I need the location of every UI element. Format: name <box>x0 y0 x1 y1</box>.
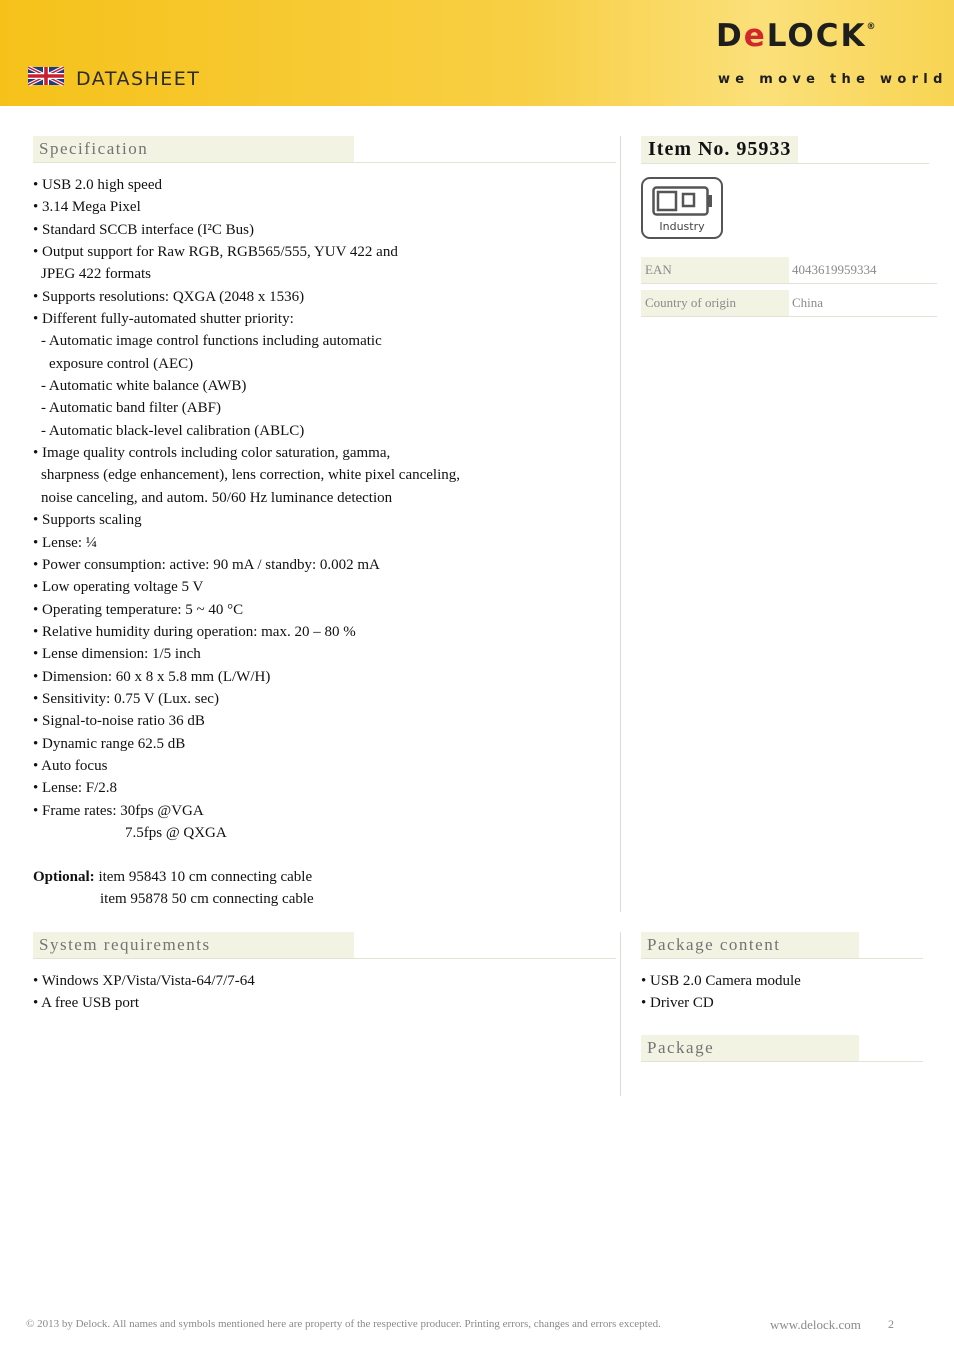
spec-item: 7.5fps @ QXGA <box>125 824 227 841</box>
logo-part3: LOCK <box>766 18 867 54</box>
spec-item: • Standard SCCB interface (I²C Bus) <box>33 221 254 238</box>
spec-item: • Frame rates: 30fps @VGA <box>33 802 204 819</box>
industry-card-icon <box>652 186 714 218</box>
spec-subitem: - Automatic band filter (ABF) <box>41 400 221 417</box>
column-divider-lower <box>620 932 621 1096</box>
spec-item: • Supports resolutions: QXGA (2048 x 1536) <box>33 288 305 305</box>
spec-item: sharpness (edge enhancement), lens correction, white pixel canceling, <box>41 467 460 484</box>
header-banner <box>0 0 954 106</box>
footer-copyright: © 2013 by Delock. All names and symbols mentioned here are property of the respective producer. Printing errors, changes and errors excepted. <box>26 1318 661 1330</box>
spec-item: • USB 2.0 high speed <box>33 177 163 193</box>
package-content-item: • USB 2.0 Camera module <box>641 973 801 989</box>
delock-logo <box>716 18 876 54</box>
spec-subitem: - Automatic image control functions including automatic <box>41 333 382 350</box>
footer-url[interactable]: www.delock.com <box>770 1317 861 1332</box>
system-requirements-heading-text: System requirements <box>33 932 354 958</box>
optional-label: Optional: <box>33 869 95 885</box>
logo-swoosh: e <box>743 18 767 54</box>
spec-item: noise canceling, and autom. 50/60 Hz luminance detection <box>41 489 393 506</box>
spec-item: • Auto focus <box>33 757 108 774</box>
spec-item: • Lense dimension: 1/5 inch <box>33 646 201 663</box>
uk-flag-icon <box>28 66 64 86</box>
page-number: 2 <box>888 1317 894 1331</box>
spec-subitem: - Automatic white balance (AWB) <box>41 378 247 395</box>
spec-item: • Dimension: 60 x 8 x 5.8 mm (L/W/H) <box>33 668 271 685</box>
package-content-item: • Driver CD <box>641 995 714 1012</box>
item-number: Item No. 95933 <box>641 136 798 163</box>
logo-tagline: we move the world <box>718 72 948 87</box>
spec-item: • Lense: ¼ <box>33 534 97 551</box>
origin-value: China <box>792 295 824 310</box>
system-requirements-heading <box>33 932 616 959</box>
spec-item: • Low operating voltage 5 V <box>33 579 204 596</box>
origin-row <box>641 290 937 317</box>
logo-part1: D <box>716 18 744 54</box>
industry-badge-label: Industry <box>659 220 705 233</box>
spec-item: • Power consumption: active: 90 mA / standby: 0.002 mA <box>33 556 380 573</box>
optional-accessories <box>33 866 314 911</box>
spec-item: • Dynamic range 62.5 dB <box>33 735 186 752</box>
system-requirements-list <box>33 970 255 1015</box>
spec-item: • Signal-to-noise ratio 36 dB <box>33 713 205 730</box>
datasheet-title: DATASHEET <box>76 68 201 90</box>
specification-heading <box>33 136 616 163</box>
spec-item: • 3.14 Mega Pixel <box>33 199 141 216</box>
package-content-list <box>641 970 801 1015</box>
spec-subitem: - Automatic black-level calibration (ABLC) <box>41 422 305 439</box>
spec-item: • Sensitivity: 0.75 V (Lux. sec) <box>33 690 219 707</box>
package-content-heading-text: Package content <box>641 932 859 958</box>
spec-item: JPEG 422 formats <box>41 266 151 283</box>
logo-registered: ® <box>866 22 876 32</box>
requirement-item: • Windows XP/Vista/Vista-64/7/7-64 <box>33 973 255 989</box>
column-divider <box>620 136 621 912</box>
ean-value: 4043619959334 <box>792 262 877 277</box>
optional-line-1: item 95843 10 cm connecting cable <box>94 869 313 885</box>
spec-subitem: exposure control (AEC) <box>49 355 194 372</box>
optional-line-2: item 95878 50 cm connecting cable <box>100 891 314 908</box>
ean-row <box>641 257 937 284</box>
spec-item: • Image quality controls including color saturation, gamma, <box>33 445 391 462</box>
specification-heading-text: Specification <box>33 136 354 162</box>
spec-item: • Output support for Raw RGB, RGB565/555, YUV 422 and <box>33 244 398 261</box>
spec-item: • Supports scaling <box>33 512 142 529</box>
package-content-heading <box>641 932 923 959</box>
package-heading <box>641 1035 923 1062</box>
spec-item: • Relative humidity during operation: max. 20 – 80 % <box>33 623 356 640</box>
industry-badge <box>641 177 723 239</box>
spec-item: • Operating temperature: 5 ~ 40 °C <box>33 601 244 618</box>
item-number-heading <box>641 136 929 164</box>
spec-item: • Different fully-automated shutter priority: <box>33 311 294 328</box>
package-heading-text: Package <box>641 1035 859 1061</box>
requirement-item: • A free USB port <box>33 995 140 1012</box>
spec-item: • Lense: F/2.8 <box>33 780 117 797</box>
specification-list <box>33 174 460 844</box>
ean-label: EAN <box>641 257 789 283</box>
origin-label: Country of origin <box>641 290 789 316</box>
